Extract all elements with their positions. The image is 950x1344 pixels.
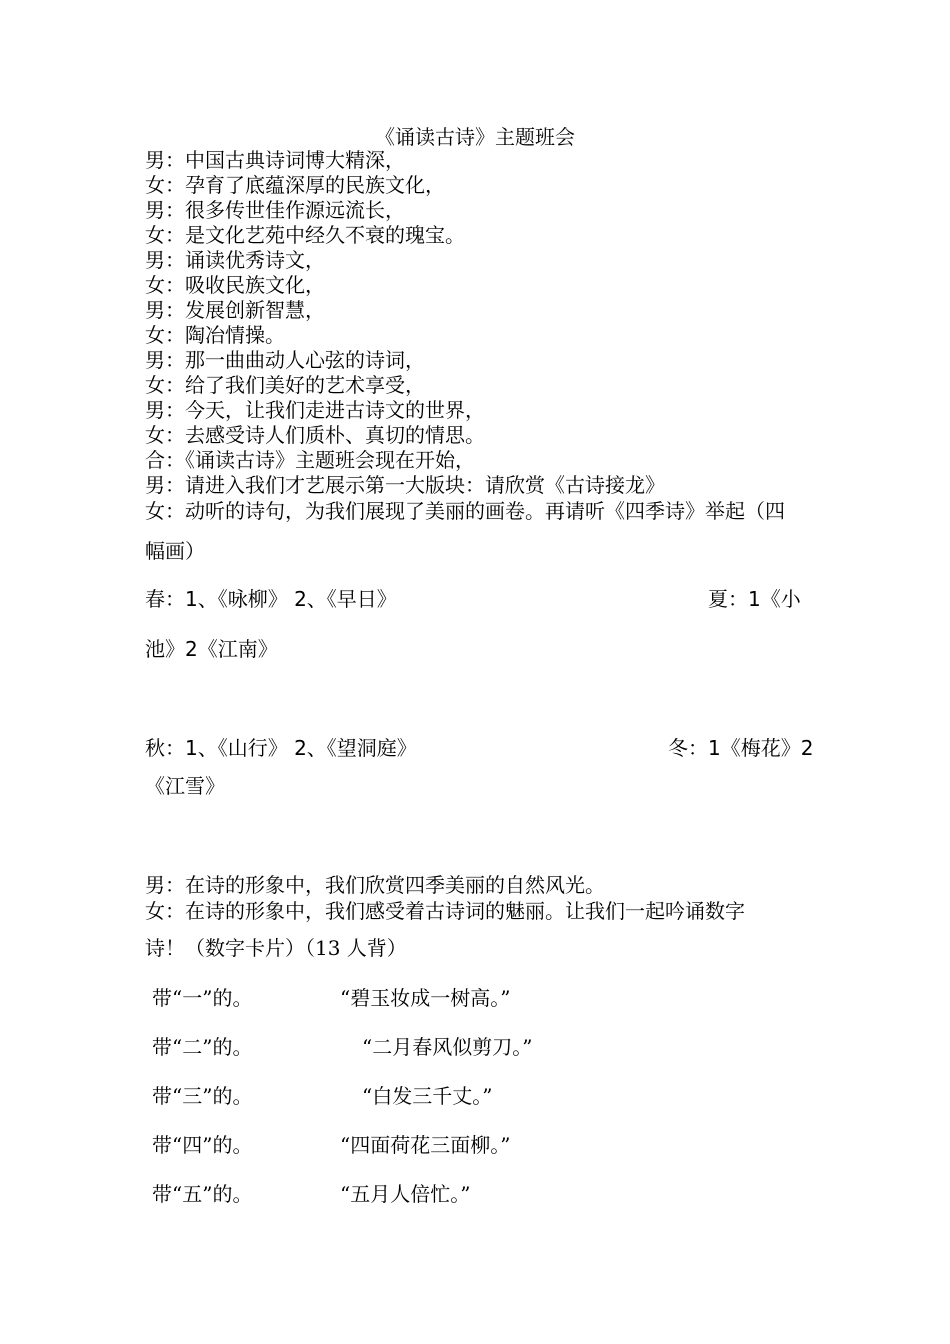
dialogue-line: 男：很多传世佳作源远流长， bbox=[145, 198, 405, 222]
number-card-quote: “四面荷花三面柳。” bbox=[340, 1133, 511, 1157]
season-spring: 春：1、《咏柳》 2、《早日》 bbox=[145, 587, 397, 611]
dialogue-line: 女：孕育了底蕴深厚的民族文化， bbox=[145, 173, 445, 197]
season-summer: 夏：1《小 bbox=[708, 587, 801, 611]
seasons-intro-line: 幅画） bbox=[145, 539, 205, 563]
dialogue-line: 男：请进入我们才艺展示第一大版块：请欣赏《古诗接龙》 bbox=[145, 473, 665, 497]
number-card-label: 带“一”的。 bbox=[152, 986, 253, 1010]
page-title: 《诵读古诗》主题班会 bbox=[375, 125, 575, 149]
dialogue-line: 女：陶冶情操。 bbox=[145, 323, 285, 347]
dialogue-line: 男：今天，让我们走进古诗文的世界， bbox=[145, 398, 485, 422]
opening-dialogue bbox=[145, 148, 825, 498]
dialogue-line: 女：给了我们美好的艺术享受， bbox=[145, 373, 425, 397]
dialogue-line: 男：诵读优秀诗文， bbox=[145, 248, 325, 272]
seasons-intro-line: 女：动听的诗句，为我们展现了美丽的画卷。再请听《四季诗》举起（四 bbox=[145, 499, 785, 523]
season-winter: 冬：1《梅花》2 bbox=[668, 736, 814, 760]
season-winter-continued: 《江雪》 bbox=[145, 774, 225, 798]
dialogue-line: 男：那一曲曲动人心弦的诗词， bbox=[145, 348, 425, 372]
number-card-label: 带“三”的。 bbox=[152, 1084, 253, 1108]
number-card-label: 带“四”的。 bbox=[152, 1133, 253, 1157]
dialogue-line: 女：去感受诗人们质朴、真切的情思。 bbox=[145, 423, 485, 447]
dialogue-line: 男：中国古典诗词博大精深， bbox=[145, 148, 405, 172]
number-card-quote: “白发三千丈。” bbox=[362, 1084, 493, 1108]
season-summer-continued: 池》2《江南》 bbox=[145, 637, 278, 661]
number-card-label: 带“五”的。 bbox=[152, 1182, 253, 1206]
dialogue-line: 女：吸收民族文化， bbox=[145, 273, 325, 297]
dialogue-line: 女：是文化艺苑中经久不衰的瑰宝。 bbox=[145, 223, 465, 247]
transition-line: 诗！（数字卡片）（13 人背） bbox=[145, 936, 407, 960]
number-card-quote: “碧玉妆成一树高。” bbox=[340, 986, 511, 1010]
dialogue-line: 合：《诵读古诗》主题班会现在开始， bbox=[145, 448, 475, 472]
number-card-quote: “二月春风似剪刀。” bbox=[362, 1035, 533, 1059]
transition-line: 男：在诗的形象中，我们欣赏四季美丽的自然风光。 bbox=[145, 873, 605, 897]
number-card-label: 带“二”的。 bbox=[152, 1035, 253, 1059]
season-autumn: 秋：1、《山行》 2、《望洞庭》 bbox=[145, 736, 417, 760]
number-card-quote: “五月人倍忙。” bbox=[340, 1182, 471, 1206]
dialogue-line: 男：发展创新智慧， bbox=[145, 298, 325, 322]
transition-line: 女：在诗的形象中，我们感受着古诗词的魅丽。让我们一起吟诵数字 bbox=[145, 899, 745, 923]
